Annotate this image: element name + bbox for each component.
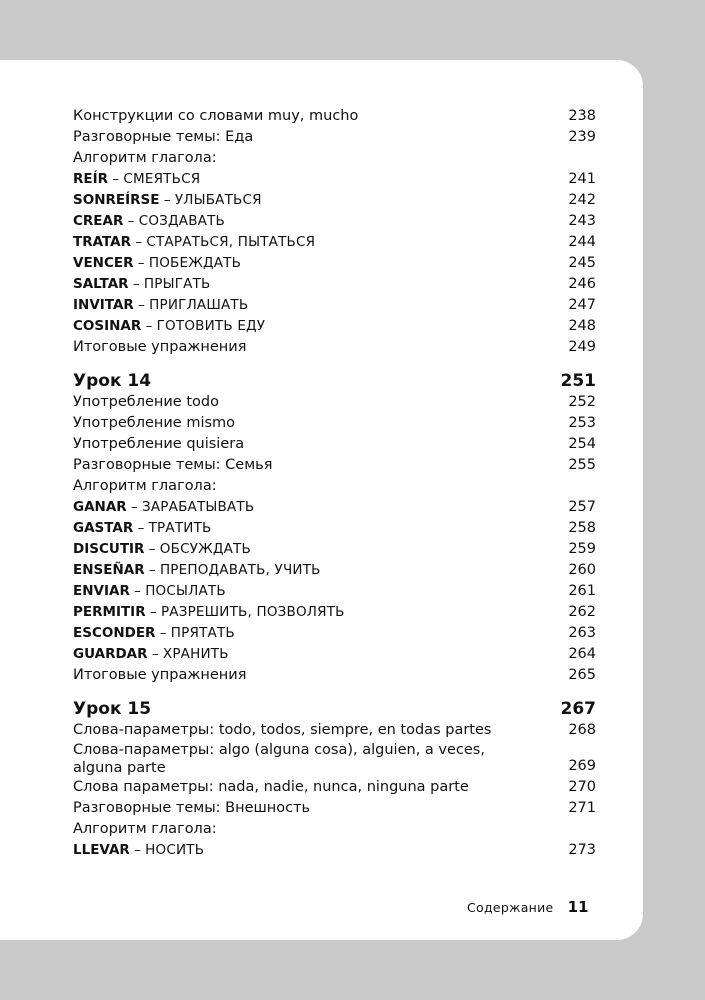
toc-lesson-heading — [73, 370, 596, 392]
toc-entry-title: Употребление quisiera — [73, 436, 245, 452]
verb: VENCER — [73, 255, 134, 271]
toc-verb-entry — [73, 316, 596, 337]
table-of-contents — [73, 106, 596, 861]
verb: TRATAR — [73, 234, 132, 250]
lesson-title: Урок 15 — [73, 699, 152, 719]
toc-entry-title: Употребление todo — [73, 394, 219, 410]
toc-entry-page: 254 — [568, 436, 596, 452]
toc-verb-entry — [73, 190, 596, 211]
verb: REÍR — [73, 171, 109, 187]
verb-translation: ТРАТИТЬ — [148, 520, 212, 536]
toc-verb-entry — [73, 623, 596, 644]
toc-entry-page: 247 — [568, 297, 596, 313]
toc-entry-page: 249 — [568, 339, 596, 355]
verb-translation: РАЗРЕШИТЬ, ПОЗВОЛЯТЬ — [160, 604, 345, 620]
toc-entry — [73, 798, 596, 819]
dash: – — [151, 646, 159, 662]
toc-entry-page: 242 — [568, 192, 596, 208]
dash: – — [148, 541, 156, 557]
toc-entry — [73, 819, 596, 840]
toc-verb-entry — [73, 169, 596, 190]
verb-translation: ХРАНИТЬ — [162, 646, 229, 662]
dash: – — [163, 192, 171, 208]
verb: PERMITIR — [73, 604, 146, 620]
verb: DISCUTIR — [73, 541, 145, 557]
toc-entry-title: Слова-параметры: todo, todos, siempre, en todas partes — [73, 722, 492, 738]
verb: COSINAR — [73, 318, 142, 334]
toc-entry-title: Слова параметры: nada, nadie, nunca, ninguna parte — [73, 779, 469, 795]
book-page — [0, 60, 643, 940]
verb-translation: ПРЕПОДАВАТЬ, УЧИТЬ — [159, 562, 321, 578]
dash: – — [137, 255, 145, 271]
dash: – — [138, 297, 145, 313]
verb-translation: ГОТОВИТЬ ЕДУ — [156, 318, 266, 334]
dash: – — [148, 562, 156, 578]
toc-verb-entry — [73, 644, 596, 665]
toc-entry-page: 261 — [568, 583, 596, 599]
toc-entry — [73, 777, 596, 798]
verb-translation: СМЕЯТЬСЯ — [123, 171, 201, 187]
dash: – — [135, 234, 143, 250]
toc-entry-title: Итоговые упражнения — [73, 339, 247, 355]
toc-verb-entry — [73, 295, 596, 316]
footer-section-label: Содержание — [467, 900, 554, 915]
toc-verb-entry — [73, 497, 596, 518]
toc-verb-entry — [73, 840, 596, 861]
toc-entry-page: 259 — [568, 541, 596, 557]
page-number: 11 — [567, 898, 589, 916]
toc-entry-page: 238 — [568, 108, 596, 124]
verb-translation: ПРИГЛАШАТЬ — [149, 297, 249, 313]
verb: GASTAR — [73, 520, 134, 536]
toc-entry-page: 248 — [568, 318, 596, 334]
toc-entry — [73, 392, 596, 413]
dash: – — [134, 842, 141, 858]
toc-verb-entry — [73, 560, 596, 581]
toc-verb-entry — [73, 211, 596, 232]
toc-verb-entry — [73, 274, 596, 295]
dash: – — [132, 276, 140, 292]
toc-entry — [73, 413, 596, 434]
toc-entry — [73, 720, 596, 741]
dash: – — [134, 583, 141, 599]
toc-entry-page: 273 — [568, 842, 596, 858]
toc-entry-page: 239 — [568, 129, 596, 145]
toc-verb-entry — [73, 518, 596, 539]
toc-entry-title: Алгоритм глагола: — [73, 478, 217, 494]
dash: – — [159, 625, 167, 641]
verb: GUARDAR — [73, 646, 148, 662]
page-footer — [467, 898, 588, 916]
toc-entry-page: 241 — [568, 171, 596, 187]
verb-translation: ПОБЕЖДАТЬ — [148, 255, 242, 271]
toc-entry-title: Итоговые упражнения — [73, 667, 247, 683]
toc-entry — [73, 127, 596, 148]
toc-entry — [73, 665, 596, 686]
toc-entry — [73, 455, 596, 476]
toc-entry — [73, 337, 596, 358]
toc-verb-entry — [73, 253, 596, 274]
toc-entry-page: 255 — [568, 457, 596, 473]
toc-entry-page: 253 — [568, 415, 596, 431]
verb: ENSEÑAR — [73, 562, 145, 578]
toc-verb-entry — [73, 539, 596, 560]
toc-entry — [73, 476, 596, 497]
toc-entry-title: Конструкции со словами muy, mucho — [73, 108, 359, 124]
verb: ESCONDER — [73, 625, 156, 641]
dash: – — [112, 171, 120, 187]
toc-verb-entry — [73, 602, 596, 623]
verb: INVITAR — [73, 297, 134, 313]
toc-verb-entry — [73, 581, 596, 602]
toc-entry — [73, 148, 596, 169]
toc-entry-page: 257 — [568, 499, 596, 515]
verb-translation: ОБСУЖДАТЬ — [159, 541, 251, 557]
toc-entry-title: Разговорные темы: Еда — [73, 129, 254, 145]
verb: SALTAR — [73, 276, 129, 292]
verb-translation: ПРЯТАТЬ — [170, 625, 235, 641]
dash: – — [149, 604, 157, 620]
toc-entry-page: 245 — [568, 255, 596, 271]
toc-entry-page: 270 — [568, 779, 596, 795]
verb-translation: ПРЫГАТЬ — [143, 276, 211, 292]
toc-entry-page: 252 — [568, 394, 596, 410]
verb-translation: СОЗДАВАТЬ — [138, 213, 226, 229]
verb-translation: ЗАРАБАТЫВАТЬ — [142, 499, 255, 515]
verb-translation: УЛЫБАТЬСЯ — [174, 192, 262, 208]
toc-lesson-heading — [73, 698, 596, 720]
verb: LLEVAR — [73, 842, 130, 858]
verb-translation: НОСИТЬ — [145, 842, 205, 858]
toc-entry-title: Употребление mismo — [73, 415, 236, 431]
toc-entry-page: 263 — [568, 625, 596, 641]
toc-verb-entry — [73, 232, 596, 253]
toc-entry-page: 268 — [568, 722, 596, 738]
toc-entry-page: 271 — [568, 800, 596, 816]
toc-entry-page: 258 — [568, 520, 596, 536]
dash: – — [127, 213, 135, 229]
toc-entry-title: Алгоритм глагола: — [73, 150, 217, 166]
toc-entry-title: Алгоритм глагола: — [73, 821, 217, 837]
toc-entry-title: Разговорные темы: Семья — [73, 457, 273, 473]
toc-entry-page: 264 — [568, 646, 596, 662]
verb: GANAR — [73, 499, 127, 515]
toc-entry — [73, 434, 596, 455]
verb-translation: ПОСЫЛАТЬ — [145, 583, 226, 599]
lesson-page: 267 — [560, 699, 596, 719]
toc-entry-page: 265 — [568, 667, 596, 683]
toc-entry-page: 269 — [568, 758, 596, 774]
toc-entry-title: Разговорные темы: Внешность — [73, 800, 311, 816]
toc-entry-title: Слова-параметры: algo (alguna cosa), alguien, a veces, alguna parte — [73, 742, 485, 776]
toc-entry-page: 246 — [568, 276, 596, 292]
toc-entry-page: 262 — [568, 604, 596, 620]
dash: – — [137, 520, 145, 536]
verb: ENVIAR — [73, 583, 130, 599]
verb: CREAR — [73, 213, 124, 229]
verb-translation: СТАРАТЬСЯ, ПЫТАТЬСЯ — [146, 234, 316, 250]
dash: – — [130, 499, 138, 515]
toc-entry — [73, 741, 596, 777]
verb: SONREÍRSE — [73, 192, 160, 208]
toc-entry-page: 244 — [568, 234, 596, 250]
toc-entry-page: 243 — [568, 213, 596, 229]
lesson-title: Урок 14 — [73, 371, 152, 391]
lesson-page: 251 — [560, 371, 596, 391]
toc-entry — [73, 106, 596, 127]
dash: – — [145, 318, 153, 334]
toc-entry-page: 260 — [568, 562, 596, 578]
